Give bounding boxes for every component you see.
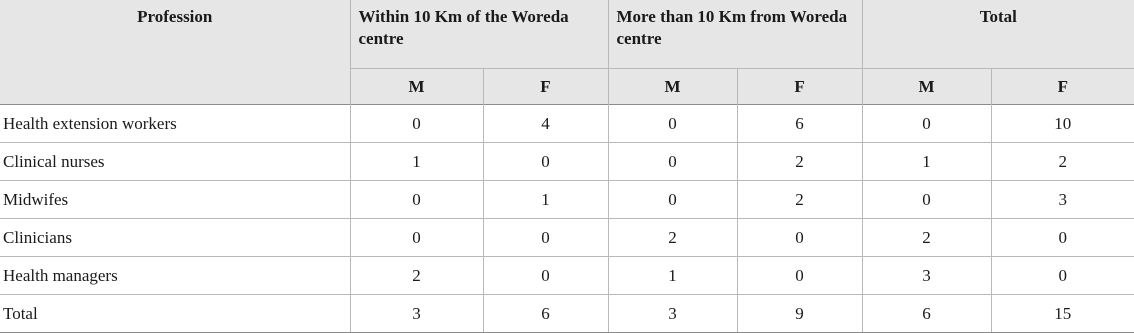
table-row [0,257,1134,295]
cell-total-f: 10 [991,105,1134,143]
header-more-than-10km [608,0,862,69]
cell-total-m: 6 [862,295,991,333]
cell-more-m: 0 [608,105,737,143]
header-group-row [0,0,1134,69]
cell-more-f: 0 [737,257,862,295]
cell-more-f: 6 [737,105,862,143]
header-total-f: F [1057,76,1068,96]
cell-total-m: 0 [862,105,991,143]
cell-within-m: 2 [350,257,483,295]
cell-total-f: 3 [991,181,1134,219]
cell-total-m: 0 [862,181,991,219]
cell-within-m: 0 [350,219,483,257]
cell-total-f: 15 [991,295,1134,333]
header-profession [0,0,350,105]
cell-more-m: 2 [608,219,737,257]
header-more-than-10km-label: More than 10 Km from Woreda centre [616,7,848,48]
row-label: Health extension workers [0,105,350,143]
cell-total-m: 3 [862,257,991,295]
header-total-m: M [862,69,991,105]
cell-within-f: 6 [483,295,608,333]
header-within-f: F [483,69,608,105]
header-within-10km [350,0,608,69]
table-row [0,105,1134,143]
cell-more-f: 2 [737,181,862,219]
table-row [0,219,1134,257]
cell-more-m: 0 [608,181,737,219]
table-body [0,105,1134,333]
header-total-label: Total [979,7,1017,26]
cell-total-f: 0 [991,257,1134,295]
cell-more-f: 2 [737,143,862,181]
cell-more-m: 3 [608,295,737,333]
header-total [862,0,1134,69]
cell-total-m: 1 [862,143,991,181]
cell-more-f: 9 [737,295,862,333]
cell-within-f: 0 [483,143,608,181]
cell-within-m: 0 [350,105,483,143]
cell-total-m: 2 [862,219,991,257]
cell-within-m: 0 [350,181,483,219]
cell-more-m: 0 [608,143,737,181]
row-label: Total [0,295,350,333]
cell-more-f: 0 [737,219,862,257]
row-label: Clinical nurses [0,143,350,181]
row-label: Midwifes [0,181,350,219]
cell-within-m: 1 [350,143,483,181]
cell-within-f: 4 [483,105,608,143]
cell-within-f: 0 [483,257,608,295]
table-row [0,295,1134,333]
cell-total-f: 2 [991,143,1134,181]
header-profession-label: Profession [137,7,213,26]
cell-within-f: 0 [483,219,608,257]
header-within-m: M [350,69,483,105]
table-header [0,0,1134,105]
table-row [0,181,1134,219]
table-row [0,143,1134,181]
row-label: Clinicians [0,219,350,257]
row-label: Health managers [0,257,350,295]
cell-within-m: 3 [350,295,483,333]
cell-total-f: 0 [991,219,1134,257]
header-more-m: M [608,69,737,105]
header-more-f: F [737,69,862,105]
cell-within-f: 1 [483,181,608,219]
cell-more-m: 1 [608,257,737,295]
header-within-10km-label: Within 10 Km of the Woreda centre [358,7,569,48]
